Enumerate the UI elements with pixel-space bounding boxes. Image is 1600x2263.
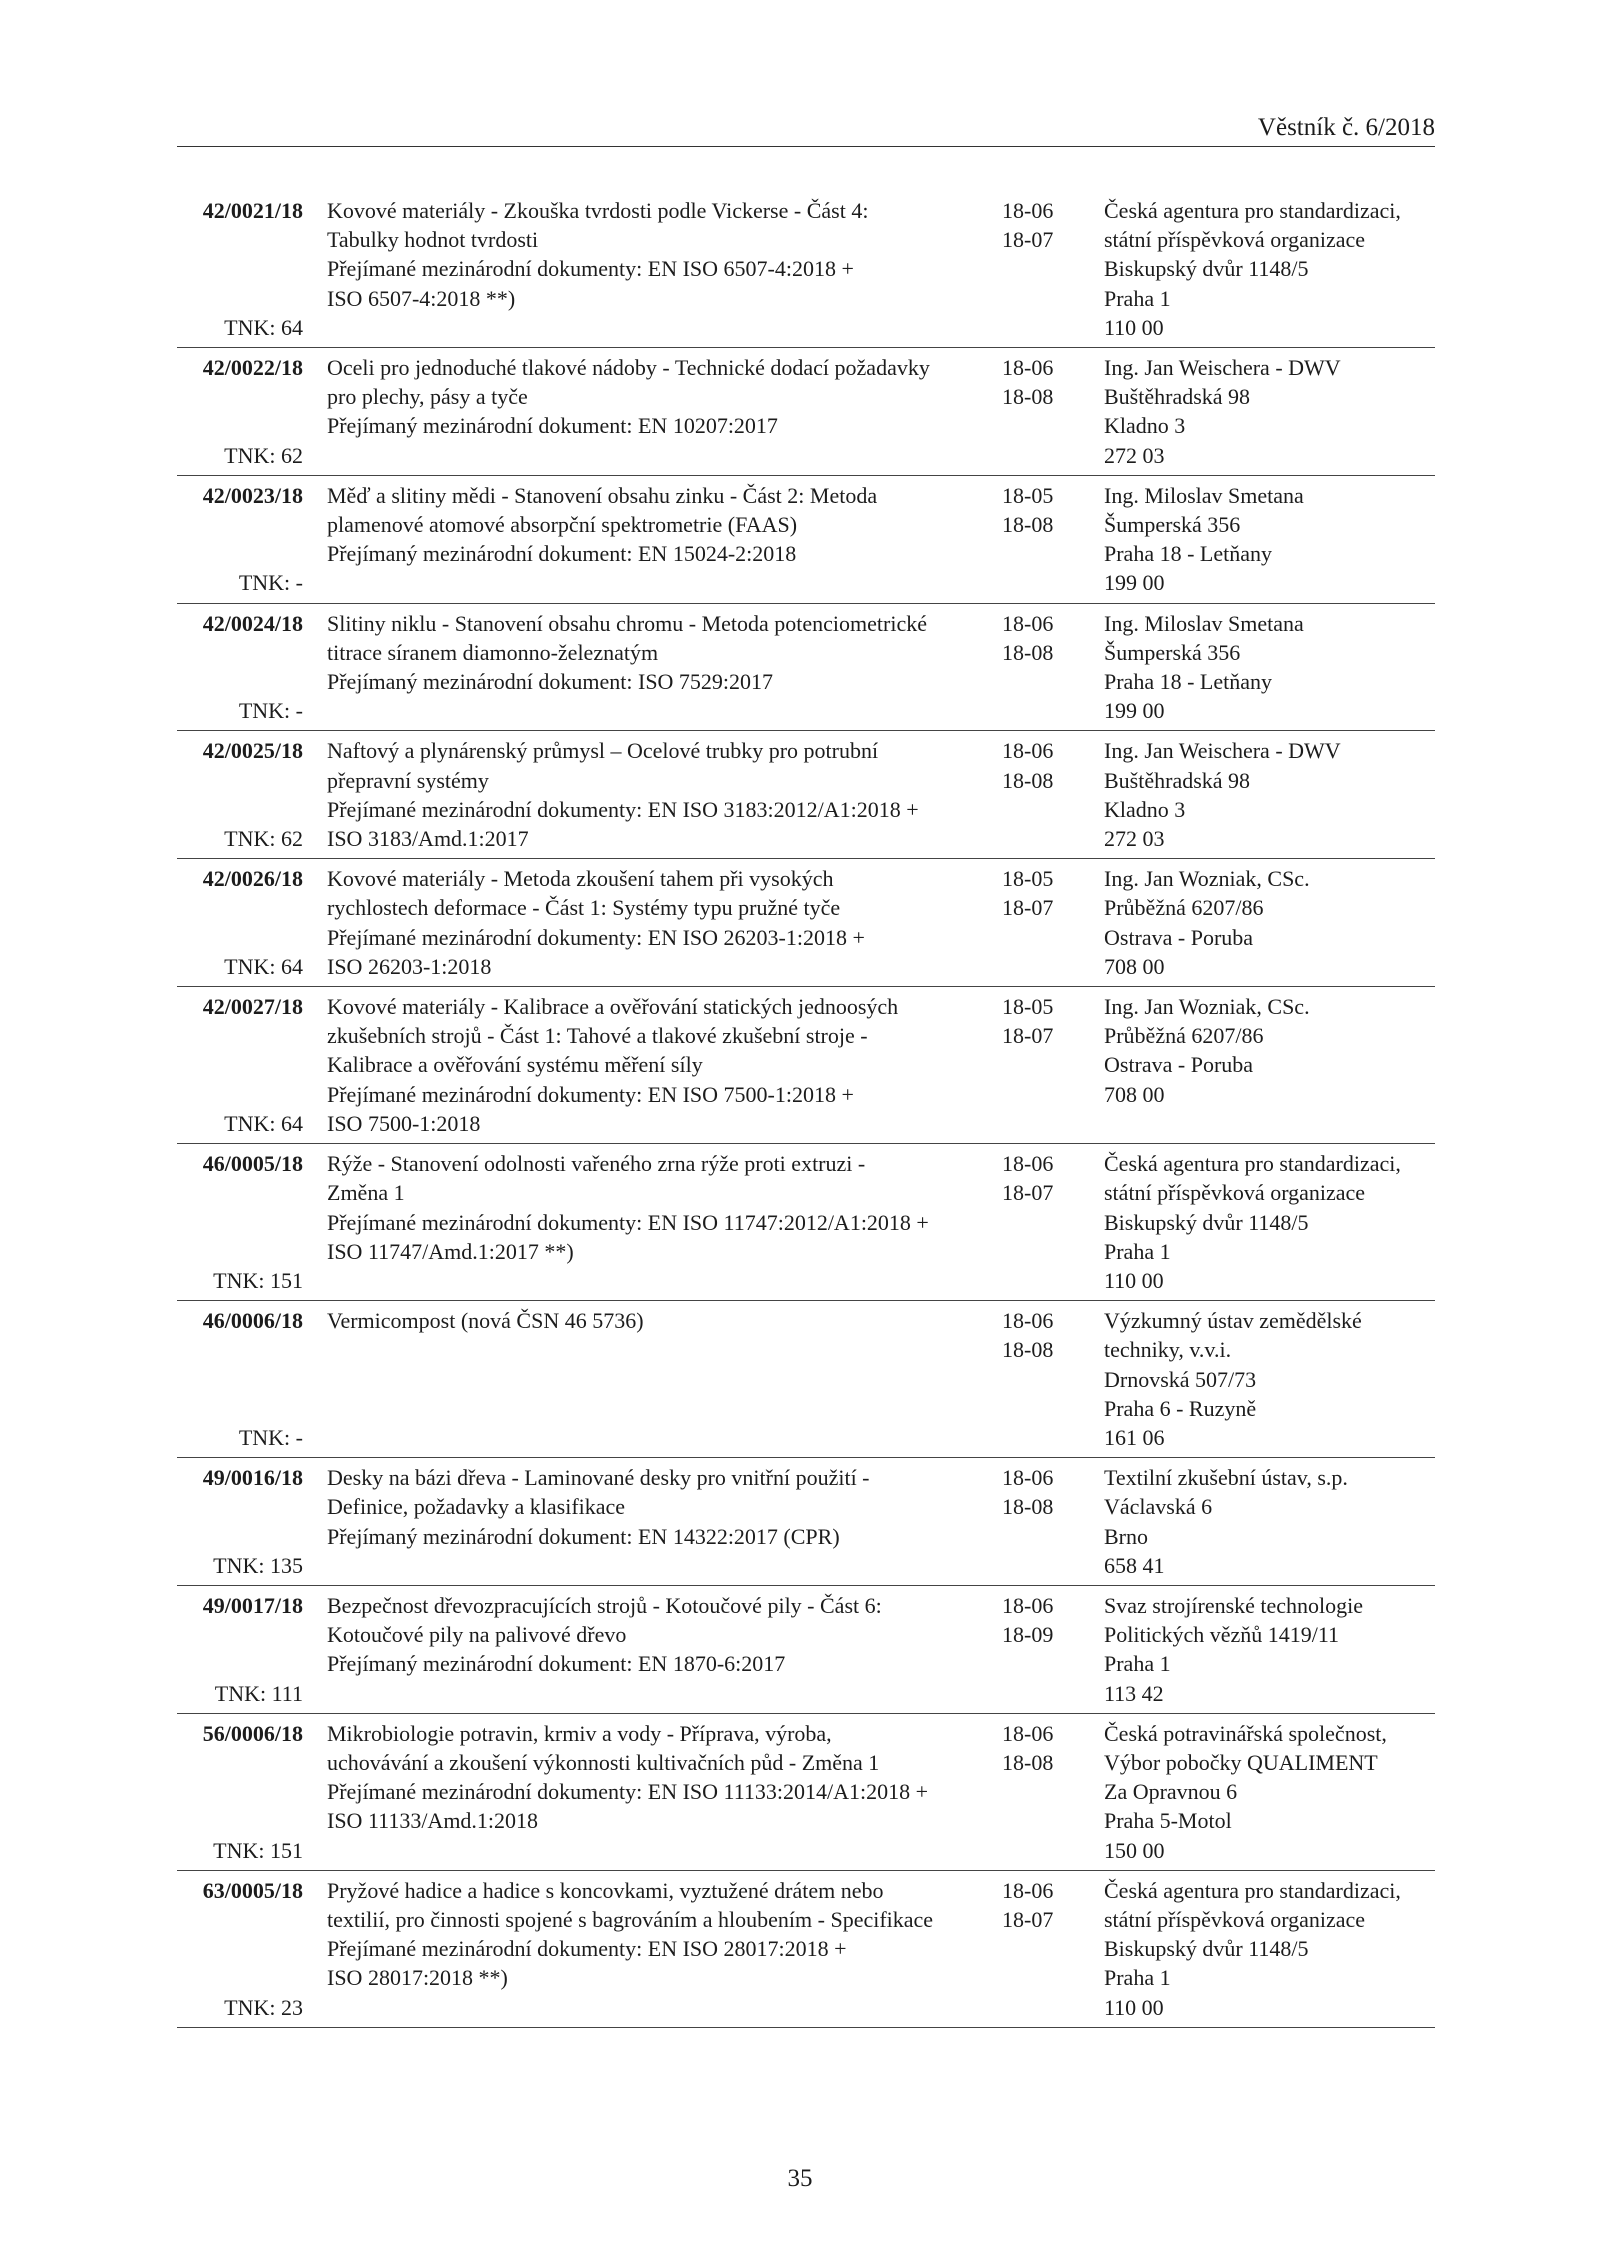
- title-line: Kovové materiály - Metoda zkoušení tahem při vysokých: [327, 866, 834, 892]
- standard-id-cell: [177, 1591, 325, 1708]
- contact-line: Drnovská 507/73: [1104, 1366, 1257, 1392]
- contact-line: Česká agentura pro standardizaci,: [1104, 1877, 1401, 1903]
- title-line: Přejímané mezinárodní dokumenty: EN ISO 11747:2012/A1:2018 +: [327, 1209, 929, 1235]
- table-row: [177, 1871, 1435, 2028]
- tnk-label: TNK: -: [238, 1424, 303, 1450]
- contact-cell: [1102, 1149, 1435, 1295]
- title-line: Mikrobiologie potravin, krmiv a vody - Příprava, výroba,: [327, 1720, 832, 1746]
- contact-line: Buštěhradská 98: [1104, 384, 1251, 410]
- contact-line: Ing. Jan Weischera - DWV: [1104, 355, 1341, 381]
- title-line: Desky na bázi dřeva - Laminované desky pro vnitřní použití -: [327, 1465, 870, 1491]
- title-line: Přejímaný mezinárodní dokument: EN 10207:2017: [327, 413, 778, 439]
- contact-line: Výzkumný ústav zemědělské: [1104, 1308, 1362, 1334]
- title-line: ISO 26203-1:2018: [327, 953, 492, 979]
- dates-cell: [1002, 992, 1102, 1138]
- standard-id-cell: [177, 196, 325, 342]
- title-line: ISO 7500-1:2018: [327, 1110, 481, 1136]
- contact-cell: [1102, 196, 1435, 342]
- contact-line: Biskupský dvůr 1148/5: [1104, 1209, 1309, 1235]
- standard-number: 42/0022/18: [202, 355, 303, 381]
- contact-line: 708 00: [1104, 953, 1165, 979]
- date-value: 18-05: [1002, 994, 1054, 1020]
- table-row: [177, 1144, 1435, 1301]
- date-value: 18-06: [1002, 610, 1054, 636]
- title-line: Tabulky hodnot tvrdosti: [327, 227, 539, 253]
- dates-cell: [1002, 1306, 1102, 1452]
- contact-cell: [1102, 736, 1435, 853]
- standard-id-cell: [177, 481, 325, 598]
- contact-cell: [1102, 1719, 1435, 1865]
- standard-number: 42/0021/18: [202, 198, 303, 223]
- contact-cell: [1102, 1876, 1435, 2022]
- title-line: pro plechy, pásy a tyče: [327, 384, 528, 410]
- standard-id-cell: [177, 736, 325, 853]
- title-cell: [325, 992, 1002, 1138]
- contact-line: Textilní zkušební ústav, s.p.: [1104, 1465, 1348, 1491]
- table-row: [177, 1458, 1435, 1586]
- dates-cell: [1002, 609, 1102, 726]
- date-value: 18-08: [1002, 1749, 1054, 1775]
- contact-line: státní příspěvková organizace: [1104, 1180, 1366, 1206]
- contact-line: Ing. Miloslav Smetana: [1104, 482, 1304, 508]
- standard-id-cell: [177, 1719, 325, 1865]
- title-line: Přejímané mezinárodní dokumenty: EN ISO 3183:2012/A1:2018 +: [327, 796, 919, 822]
- title-cell: [325, 196, 1002, 342]
- dates-cell: [1002, 481, 1102, 598]
- contact-line: Praha 1: [1104, 1238, 1171, 1264]
- date-value: 18-08: [1002, 1337, 1054, 1363]
- contact-line: 272 03: [1104, 826, 1165, 852]
- standard-id-cell: [177, 1876, 325, 2022]
- title-line: Změna 1: [327, 1180, 405, 1206]
- title-line: titrace síranem diamonno-železnatým: [327, 639, 659, 665]
- contact-line: 199 00: [1104, 698, 1165, 724]
- date-value: 18-05: [1002, 866, 1054, 892]
- page-header: [177, 110, 1435, 147]
- table-row: [177, 1714, 1435, 1871]
- table-row: [177, 1301, 1435, 1458]
- standard-id-cell: [177, 992, 325, 1138]
- dates-cell: [1002, 353, 1102, 470]
- contact-line: 161 06: [1104, 1424, 1165, 1450]
- title-cell: [325, 736, 1002, 853]
- contact-line: Výbor pobočky QUALIMENT: [1104, 1749, 1378, 1775]
- table-row: [177, 348, 1435, 476]
- contact-line: státní příspěvková organizace: [1104, 227, 1366, 253]
- date-value: 18-08: [1002, 767, 1054, 793]
- title-cell: [325, 1591, 1002, 1708]
- contact-cell: [1102, 992, 1435, 1138]
- date-value: 18-06: [1002, 738, 1054, 764]
- title-cell: [325, 1719, 1002, 1865]
- dates-cell: [1002, 1149, 1102, 1295]
- title-line: Kovové materiály - Kalibrace a ověřování statických jednoosých: [327, 994, 899, 1020]
- standard-number: 42/0023/18: [202, 482, 303, 508]
- contact-line: Průběžná 6207/86: [1104, 1023, 1264, 1049]
- contact-cell: [1102, 1306, 1435, 1452]
- title-line: Přejímaný mezinárodní dokument: EN 1870-6:2017: [327, 1651, 786, 1677]
- title-cell: [325, 1463, 1002, 1580]
- contact-line: 150 00: [1104, 1837, 1165, 1863]
- tnk-label: TNK: 64: [224, 953, 303, 979]
- contact-cell: [1102, 1591, 1435, 1708]
- title-line: Pryžové hadice a hadice s koncovkami, vyztužené drátem nebo: [327, 1877, 884, 1903]
- contact-cell: [1102, 481, 1435, 598]
- standard-id-cell: [177, 1463, 325, 1580]
- contact-line: Praha 6 - Ruzyně: [1104, 1395, 1257, 1421]
- date-value: 18-08: [1002, 639, 1054, 665]
- contact-line: Kladno 3: [1104, 796, 1186, 822]
- contact-line: Biskupský dvůr 1148/5: [1104, 256, 1309, 282]
- table-row: [177, 731, 1435, 859]
- title-line: Naftový a plynárenský průmysl – Ocelové trubky pro potrubní: [327, 738, 879, 764]
- title-line: ISO 11133/Amd.1:2018: [327, 1808, 539, 1834]
- tnk-label: TNK: 151: [213, 1267, 303, 1293]
- date-value: 18-08: [1002, 512, 1054, 538]
- date-value: 18-06: [1002, 355, 1054, 381]
- title-line: Definice, požadavky a klasifikace: [327, 1494, 626, 1520]
- title-line: ISO 11747/Amd.1:2017 **): [327, 1238, 574, 1264]
- date-value: 18-06: [1002, 1592, 1054, 1618]
- date-value: 18-08: [1002, 1494, 1054, 1520]
- contact-line: Kladno 3: [1104, 413, 1186, 439]
- contact-line: 110 00: [1104, 1994, 1164, 2020]
- dates-cell: [1002, 196, 1102, 342]
- dates-cell: [1002, 1463, 1102, 1580]
- contact-line: Ing. Jan Wozniak, CSc.: [1104, 866, 1310, 892]
- tnk-label: TNK: -: [238, 698, 303, 724]
- title-line: ISO 3183/Amd.1:2017: [327, 826, 529, 852]
- table-row: [177, 191, 1435, 348]
- contact-line: Česká agentura pro standardizaci,: [1104, 1151, 1401, 1177]
- standard-id-cell: [177, 353, 325, 470]
- tnk-label: TNK: 135: [213, 1552, 303, 1578]
- contact-line: Ostrava - Poruba: [1104, 924, 1254, 950]
- title-line: Přejímaný mezinárodní dokument: EN 14322:2017 (CPR): [327, 1523, 840, 1549]
- title-line: Přejímané mezinárodní dokumenty: EN ISO 6507-4:2018 +: [327, 256, 854, 282]
- contact-line: Praha 1: [1104, 1965, 1171, 1991]
- date-value: 18-06: [1002, 1877, 1054, 1903]
- title-line: ISO 28017:2018 **): [327, 1965, 508, 1991]
- contact-line: Ing. Jan Wozniak, CSc.: [1104, 994, 1310, 1020]
- dates-cell: [1002, 1591, 1102, 1708]
- contact-line: Praha 18 - Letňany: [1104, 541, 1272, 567]
- title-line: uchovávání a zkoušení výkonnosti kultivačních půd - Změna 1: [327, 1749, 880, 1775]
- table-row: [177, 1586, 1435, 1714]
- standard-number: 56/0006/18: [202, 1720, 303, 1746]
- tnk-label: TNK: 64: [224, 314, 303, 340]
- tnk-label: TNK: -: [238, 570, 303, 596]
- contact-line: Buštěhradská 98: [1104, 767, 1251, 793]
- title-line: Oceli pro jednoduché tlakové nádoby - Technické dodací požadavky: [327, 355, 930, 381]
- contact-line: 113 42: [1104, 1680, 1164, 1706]
- standard-id-cell: [177, 1306, 325, 1452]
- title-cell: [325, 1876, 1002, 2022]
- title-cell: [325, 1149, 1002, 1295]
- contact-line: Česká potravinářská společnost,: [1104, 1720, 1387, 1746]
- contact-cell: [1102, 353, 1435, 470]
- contact-line: 708 00: [1104, 1081, 1165, 1107]
- title-line: Rýže - Stanovení odolnosti vařeného zrna rýže proti extruzi -: [327, 1151, 866, 1177]
- title-line: Přejímané mezinárodní dokumenty: EN ISO 28017:2018 +: [327, 1936, 847, 1962]
- contact-line: Ing. Jan Weischera - DWV: [1104, 738, 1341, 764]
- date-value: 18-07: [1002, 227, 1054, 253]
- dates-cell: [1002, 1876, 1102, 2022]
- date-value: 18-07: [1002, 895, 1054, 921]
- contact-cell: [1102, 609, 1435, 726]
- contact-line: 658 41: [1104, 1552, 1165, 1578]
- date-value: 18-09: [1002, 1622, 1054, 1648]
- contact-line: techniky, v.v.i.: [1104, 1337, 1232, 1363]
- contact-line: Václavská 6: [1104, 1494, 1213, 1520]
- title-line: Vermicompost (nová ČSN 46 5736): [327, 1308, 644, 1334]
- title-line: rychlostech deformace - Část 1: Systémy typu pružné tyče: [327, 895, 841, 921]
- title-cell: [325, 353, 1002, 470]
- title-cell: [325, 481, 1002, 598]
- title-line: zkušebních strojů - Část 1: Tahové a tlakové zkušební stroje -: [327, 1023, 868, 1049]
- standards-table: [177, 191, 1435, 2028]
- tnk-label: TNK: 62: [224, 826, 303, 852]
- standard-number: 46/0005/18: [202, 1151, 303, 1177]
- contact-line: Průběžná 6207/86: [1104, 895, 1264, 921]
- title-line: Bezpečnost dřevozpracujících strojů - Kotoučové pily - Část 6:: [327, 1592, 882, 1618]
- title-line: Kovové materiály - Zkouška tvrdosti podle Vickerse - Část 4:: [327, 198, 869, 223]
- title-line: Přejímaný mezinárodní dokument: ISO 7529:2017: [327, 669, 774, 695]
- standard-number: 49/0016/18: [202, 1465, 303, 1491]
- standard-number: 42/0025/18: [202, 738, 303, 764]
- dates-cell: [1002, 1719, 1102, 1865]
- contact-line: Ing. Miloslav Smetana: [1104, 610, 1304, 636]
- tnk-label: TNK: 111: [214, 1680, 303, 1706]
- table-row: [177, 476, 1435, 604]
- contact-cell: [1102, 864, 1435, 981]
- contact-line: Praha 1: [1104, 1651, 1171, 1677]
- contact-line: Šumperská 356: [1104, 512, 1241, 538]
- contact-line: Česká agentura pro standardizaci,: [1104, 198, 1401, 223]
- contact-line: 110 00: [1104, 314, 1164, 340]
- standard-id-cell: [177, 609, 325, 726]
- dates-cell: [1002, 864, 1102, 981]
- title-cell: [325, 609, 1002, 726]
- tnk-label: TNK: 151: [213, 1837, 303, 1863]
- date-value: 18-06: [1002, 1720, 1054, 1746]
- page-number: 35: [787, 2165, 813, 2192]
- standard-number: 49/0017/18: [202, 1592, 303, 1618]
- standard-number: 42/0024/18: [202, 610, 303, 636]
- title-line: Měď a slitiny mědi - Stanovení obsahu zinku - Část 2: Metoda: [327, 482, 878, 508]
- contact-line: Svaz strojírenské technologie: [1104, 1592, 1364, 1618]
- contact-line: 272 03: [1104, 442, 1165, 468]
- contact-line: Praha 18 - Letňany: [1104, 669, 1272, 695]
- tnk-label: TNK: 64: [224, 1110, 303, 1136]
- contact-line: Praha 5-Motol: [1104, 1808, 1232, 1834]
- date-value: 18-05: [1002, 482, 1054, 508]
- title-line: Přejímané mezinárodní dokumenty: EN ISO 26203-1:2018 +: [327, 924, 865, 950]
- title-line: Přejímané mezinárodní dokumenty: EN ISO 7500-1:2018 +: [327, 1081, 854, 1107]
- contact-line: Politických vězňů 1419/11: [1104, 1622, 1340, 1648]
- title-line: ISO 6507-4:2018 **): [327, 285, 516, 311]
- contact-line: Šumperská 356: [1104, 639, 1241, 665]
- contact-line: Praha 1: [1104, 285, 1171, 311]
- standard-id-cell: [177, 864, 325, 981]
- date-value: 18-06: [1002, 1465, 1054, 1491]
- table-row: [177, 859, 1435, 987]
- title-line: textilií, pro činnosti spojené s bagrováním a hloubením - Specifikace: [327, 1906, 934, 1932]
- contact-line: státní příspěvková organizace: [1104, 1906, 1366, 1932]
- date-value: 18-06: [1002, 1151, 1054, 1177]
- standard-number: 42/0026/18: [202, 866, 303, 892]
- table-row: [177, 604, 1435, 732]
- title-cell: [325, 864, 1002, 981]
- contact-line: Ostrava - Poruba: [1104, 1052, 1254, 1078]
- contact-line: 199 00: [1104, 570, 1165, 596]
- title-cell: [325, 1306, 1002, 1452]
- contact-cell: [1102, 1463, 1435, 1580]
- title-line: plamenové atomové absorpční spektrometrie (FAAS): [327, 512, 798, 538]
- title-line: Kotoučové pily na palivové dřevo: [327, 1622, 627, 1648]
- dates-cell: [1002, 736, 1102, 853]
- contact-line: Brno: [1104, 1523, 1148, 1549]
- tnk-label: TNK: 23: [224, 1994, 303, 2020]
- contact-line: 110 00: [1104, 1267, 1164, 1293]
- tnk-label: TNK: 62: [224, 442, 303, 468]
- page-header-title: Věstník č. 6/2018: [1257, 114, 1435, 141]
- standard-number: 63/0005/18: [202, 1877, 303, 1903]
- table-row: [177, 987, 1435, 1144]
- standard-id-cell: [177, 1149, 325, 1295]
- date-value: 18-07: [1002, 1180, 1054, 1206]
- title-line: Přejímaný mezinárodní dokument: EN 15024-2:2018: [327, 541, 797, 567]
- date-value: 18-07: [1002, 1023, 1054, 1049]
- contact-line: Biskupský dvůr 1148/5: [1104, 1936, 1309, 1962]
- standard-number: 46/0006/18: [202, 1308, 303, 1334]
- title-line: Kalibrace a ověřování systému měření síly: [327, 1052, 703, 1078]
- date-value: 18-06: [1002, 198, 1054, 223]
- date-value: 18-08: [1002, 384, 1054, 410]
- contact-line: Za Opravnou 6: [1104, 1779, 1238, 1805]
- date-value: 18-06: [1002, 1308, 1054, 1334]
- title-line: Slitiny niklu - Stanovení obsahu chromu - Metoda potenciometrické: [327, 610, 927, 636]
- date-value: 18-07: [1002, 1906, 1054, 1932]
- standard-number: 42/0027/18: [202, 994, 303, 1020]
- title-line: přepravní systémy: [327, 767, 489, 793]
- title-line: Přejímané mezinárodní dokumenty: EN ISO 11133:2014/A1:2018 +: [327, 1779, 929, 1805]
